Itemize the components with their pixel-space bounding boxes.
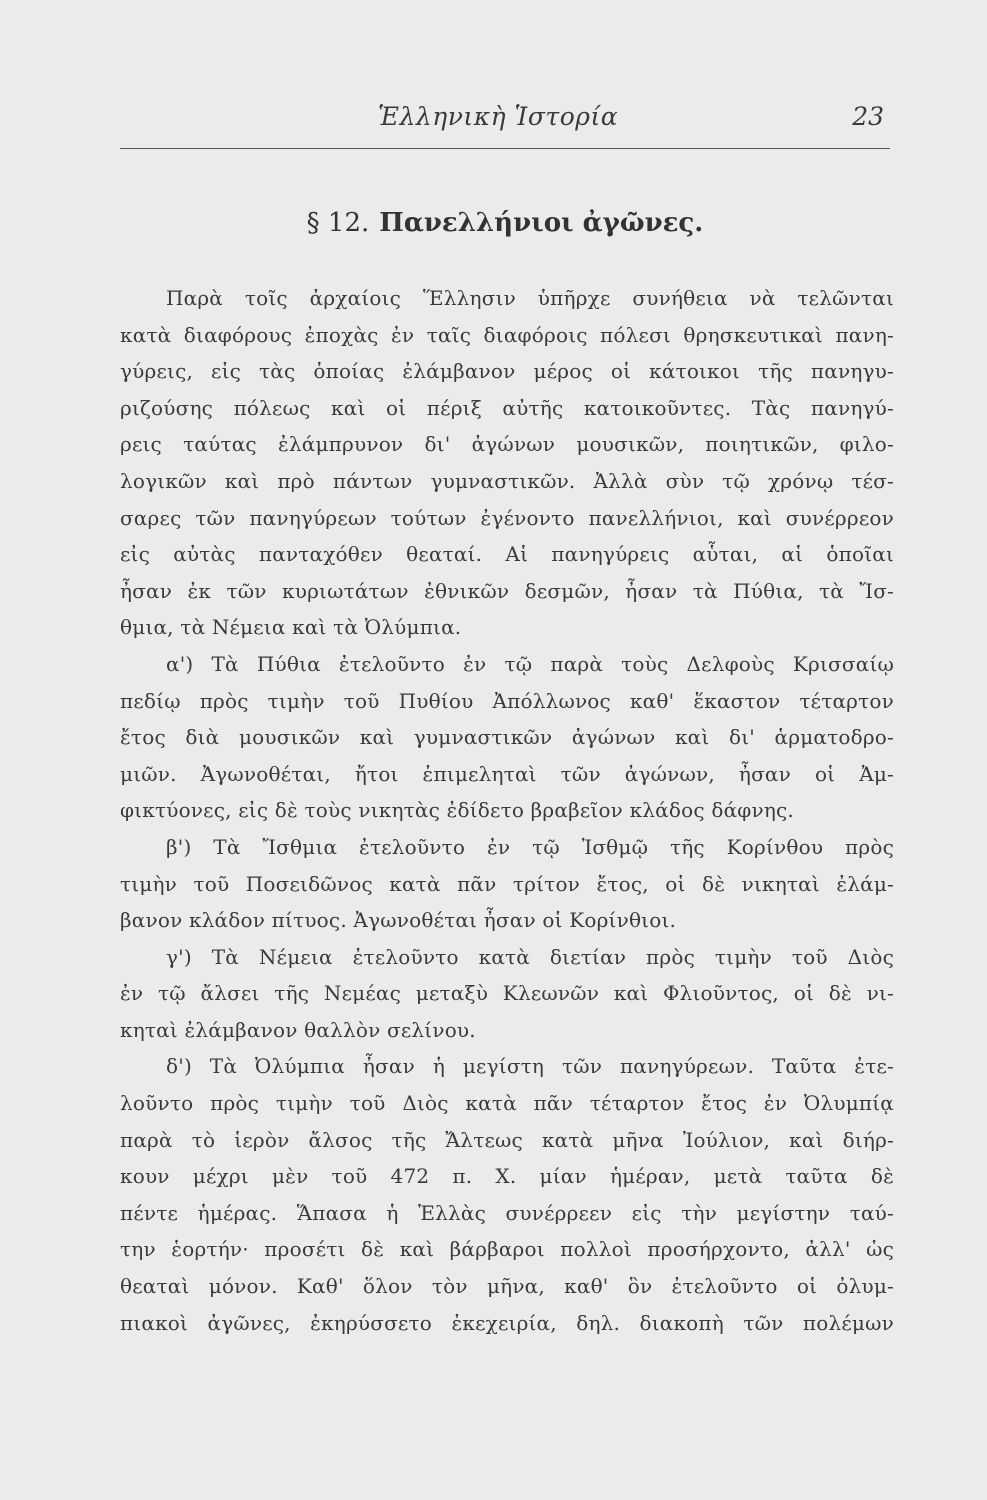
text-line: πεδίῳ πρὸς τιμὴν τοῦ Πυθίου Ἀπόλλωνος καθ' ἕκαστον τέταρτον (120, 688, 894, 713)
text-line: σαρες τῶν πανηγύρεων τούτων ἐγένοντο πανελλήνιοι, καὶ συνέρρεον (120, 505, 894, 530)
text-line: ριζούσης πόλεως καὶ οἱ πέριξ αὐτῆς κατοικοῦντες. Τὰς πανηγύ- (120, 395, 894, 420)
text-line: βανον κλάδον πίτυος. Ἀγωνοθέται ἦσαν οἱ Κορίνθιοι. (120, 908, 677, 933)
running-head (120, 96, 890, 140)
text-line: ρεις ταύτας ἐλάμπρυνον δι' ἀγώνων μουσικῶν, ποιητικῶν, φιλο- (120, 432, 894, 457)
text-line: κηταὶ ἐλάμβανον θαλλὸν σελίνου. (120, 1017, 476, 1042)
body-text (120, 280, 894, 1341)
running-title: Ἑλληνικὴ Ἱστορία (378, 102, 619, 131)
page-number: 23 (852, 102, 884, 131)
text-line: ἦσαν ἐκ τῶν κυριωτάτων ἐθνικῶν δεσμῶν, ἦσαν τὰ Πύθια, τὰ Ἴσ- (120, 578, 894, 603)
text-line: ἔτος διὰ μουσικῶν καὶ γυμναστικῶν ἀγώνων καὶ δι' ἁρματοδρο- (120, 725, 894, 750)
text-line: κουν μέχρι μὲν τοῦ 472 π. Χ. μίαν ἡμέραν, μετὰ ταῦτα δὲ (120, 1164, 894, 1189)
text-line: γύρεις, εἰς τὰς ὁποίας ἐλάμβανον μέρος οἱ κάτοικοι τῆς πανηγυ- (120, 359, 894, 384)
text-line: θεαταὶ μόνον. Καθ' ὅλον τὸν μῆνα, καθ' ὃν ἐτελοῦντο οἱ ὀλυμ- (120, 1274, 894, 1299)
text-line: γ') Τὰ Νέμεια ἐτελοῦντο κατὰ διετίαν πρὸς τιμὴν τοῦ Διὸς (166, 944, 894, 969)
text-line: θμια, τὰ Νέμεια καὶ τὰ Ὀλύμπια. (120, 615, 462, 640)
text-line: λοῦντο πρὸς τιμὴν τοῦ Διὸς κατὰ πᾶν τέταρτον ἔτος ἐν Ὀλυμπίᾳ (120, 1091, 894, 1116)
text-line: παρὰ τὸ ἱερὸν ἄλσος τῆς Ἄλτεως κατὰ μῆνα Ἰούλιον, καὶ διήρ- (120, 1127, 894, 1152)
section-title: Πανελλήνιοι ἀγῶνες. (379, 208, 704, 238)
text-line: τιμὴν τοῦ Ποσειδῶνος κατὰ πᾶν τρίτον ἔτος, οἱ δὲ νικηταὶ ἐλάμ- (120, 871, 894, 896)
text-line: κατὰ διαφόρους ἐποχὰς ἐν ταῖς διαφόροις πόλεσι θρησκευτικαὶ πανη- (120, 322, 894, 347)
text-line: πιακοὶ ἀγῶνες, ἐκηρύσσετο ἐκεχειρία, δηλ. διακοπὴ τῶν πολέμων (120, 1310, 894, 1335)
text-line: εἰς αὐτὰς πανταχόθεν θεαταί. Αἱ πανηγύρεις αὗται, αἱ ὁποῖαι (120, 542, 894, 567)
text-line: ἐν τῷ ἄλσει τῆς Νεμέας μεταξὺ Κλεωνῶν καὶ Φλιοῦντος, οἱ δὲ νι- (120, 981, 894, 1006)
text-line: μιῶν. Ἀγωνοθέται, ἤτοι ἐπιμεληταὶ τῶν ἀγώνων, ἦσαν οἱ Ἀμ- (120, 761, 894, 786)
section-number: § 12. (306, 208, 370, 238)
text-line: β') Τὰ Ἴσθμια ἐτελοῦντο ἐν τῷ Ἰσθμῷ τῆς Κορίνθου πρὸς (166, 834, 894, 859)
section-heading (120, 208, 890, 238)
text-line: Παρὰ τοῖς ἀρχαίοις Ἕλλησιν ὑπῆρχε συνήθεια νὰ τελῶνται (166, 286, 894, 310)
text-line: λογικῶν καὶ πρὸ πάντων γυμναστικῶν. Ἀλλὰ σὺν τῷ χρόνῳ τέσ- (120, 468, 894, 493)
text-line: φικτύονες, εἰς δὲ τοὺς νικητὰς ἐδίδετο βραβεῖον κλάδος δάφνης. (120, 798, 794, 823)
text-line: δ') Τὰ Ὀλύμπια ἦσαν ἡ μεγίστη τῶν πανηγύρεων. Ταῦτα ἐτε- (166, 1054, 894, 1079)
text-line: α') Τὰ Πύθια ἐτελοῦντο ἐν τῷ παρὰ τοὺς Δελφοὺς Κρισσαίῳ (166, 651, 894, 676)
text-line: την ἑορτήν· προσέτι δὲ καὶ βάρβαροι πολλοὶ προσήρχοντο, ἀλλ' ὡς (120, 1237, 894, 1262)
header-rule (120, 148, 890, 149)
text-line: πέντε ἡμέρας. Ἅπασα ἡ Ἑλλὰς συνέρρεεν εἰς τὴν μεγίστην ταύ- (120, 1200, 894, 1225)
